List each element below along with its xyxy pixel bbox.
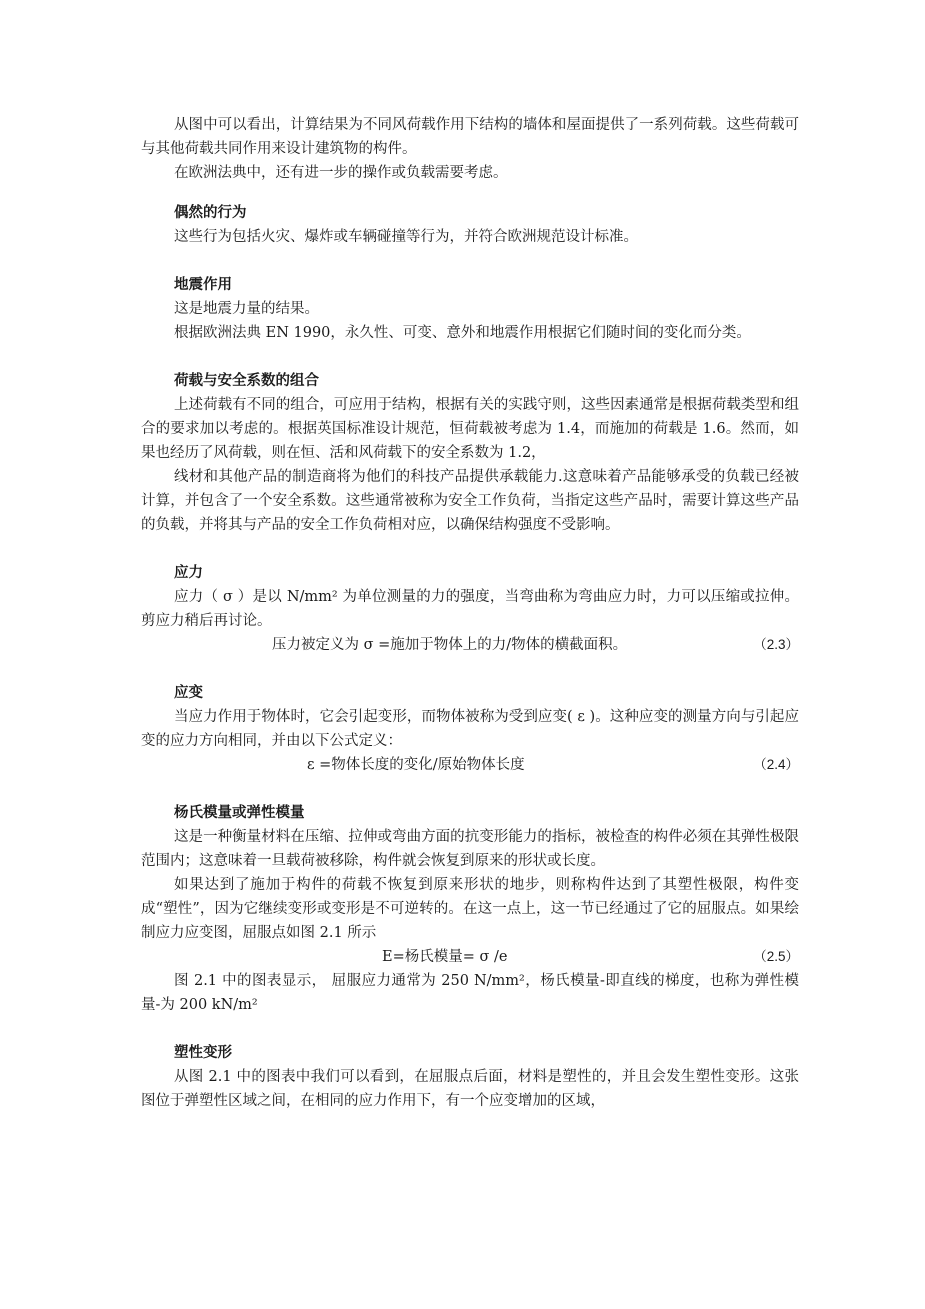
paragraph-modulus-2: 如果达到了施加于构件的荷载不恢复到原来形状的地步，则称构件达到了其塑性极限，构件变成“塑性”，因为它继续变形或变形是不可逆转的。在这一点上，这一节已经通过了它的屈服点。如果绘制应力应变图，屈服点如图 2.1 所示	[141, 877, 799, 941]
heading-youngs-modulus: 杨氏模量或弹性模量	[174, 805, 305, 821]
heading-load-combination: 荷载与安全系数的组合	[174, 373, 319, 389]
paragraph-intro-1: 从图中可以看出，计算结果为不同风荷载作用下结构的墙体和屋面提供了一系列荷载。这些荷载可与其他荷载共同作用来设计建筑物的构件。	[141, 117, 799, 157]
equation-2-3-number: （2.3）	[753, 637, 799, 652]
equation-2-4-text: ε =物体长度的变化/原始物体长度	[307, 757, 525, 773]
paragraph-seismic-2: 根据欧洲法典 EN 1990，永久性、可变、意外和地震作用根据它们随时间的变化而分类。	[174, 325, 751, 341]
paragraph-modulus-3: 图 2.1 中的图表显示， 屈服应力通常为 250 N/mm²，杨氏模量-即直线的梯度，也称为弹性模量-为 200 kN/m²	[141, 973, 799, 1013]
heading-seismic: 地震作用	[174, 277, 232, 293]
heading-stress: 应力	[174, 565, 203, 581]
heading-accidental: 偶然的行为	[174, 205, 247, 221]
equation-2-4-number: （2.4）	[753, 757, 799, 772]
equation-2-5-number: （2.5）	[753, 949, 799, 964]
equation-2-4	[141, 753, 799, 777]
paragraph-load-combination-2: 线材和其他产品的制造商将为他们的科技产品提供承载能力.这意味着产品能够承受的负载已经被计算，并包含了一个安全系数。这些通常被称为安全工作负荷，当指定这些产品时，需要计算这些产品的负载，并将其与产品的安全工作负荷相对应，以确保结构强度不受影响。	[141, 469, 799, 533]
paragraph-stress: 应力（ σ ）是以 N/mm² 为单位测量的力的强度，当弯曲称为弯曲应力时，力可以压缩或拉伸。剪应力稍后再讨论。	[141, 589, 799, 629]
paragraph-intro-2: 在欧洲法典中，还有进一步的操作或负载需要考虑。	[174, 165, 508, 181]
paragraph-load-combination-1: 上述荷载有不同的组合，可应用于结构，根据有关的实践守则，这些因素通常是根据荷载类型和组合的要求加以考虑的。根据英国标准设计规范，恒荷载被考虑为 1.4，而施加的荷载是 1.6。然而，如果也经历了风荷载，则在恒、活和风荷载下的安全系数为 1.2，	[141, 397, 799, 461]
heading-plastic-deformation: 塑性变形	[174, 1045, 232, 1061]
equation-2-3-text: 压力被定义为 σ =施加于物体上的力/物体的横截面积。	[272, 637, 628, 653]
paragraph-strain: 当应力作用于物体时，它会引起变形，而物体被称为受到应变( ε )。这种应变的测量方向与引起应变的应力方向相同，并由以下公式定义：	[141, 709, 799, 749]
equation-2-5-text: E=杨氏模量= σ /e	[382, 949, 508, 965]
paragraph-plastic: 从图 2.1 中的图表中我们可以看到，在屈服点后面，材料是塑性的，并且会发生塑性变形。这张图位于弹塑性区域之间，在相同的应力作用下，有一个应变增加的区域，	[141, 1069, 799, 1109]
equation-2-5	[141, 945, 799, 969]
equation-2-3	[141, 633, 799, 657]
paragraph-accidental: 这些行为包括火灾、爆炸或车辆碰撞等行为，并符合欧洲规范设计标准。	[174, 229, 638, 245]
heading-strain: 应变	[174, 685, 203, 701]
document-page	[141, 113, 799, 1113]
paragraph-modulus-1: 这是一种衡量材料在压缩、拉伸或弯曲方面的抗变形能力的指标，被检查的构件必须在其弹性极限范围内；这意味着一旦载荷被移除，构件就会恢复到原来的形状或长度。	[141, 829, 799, 869]
paragraph-seismic-1: 这是地震力量的结果。	[174, 301, 319, 317]
